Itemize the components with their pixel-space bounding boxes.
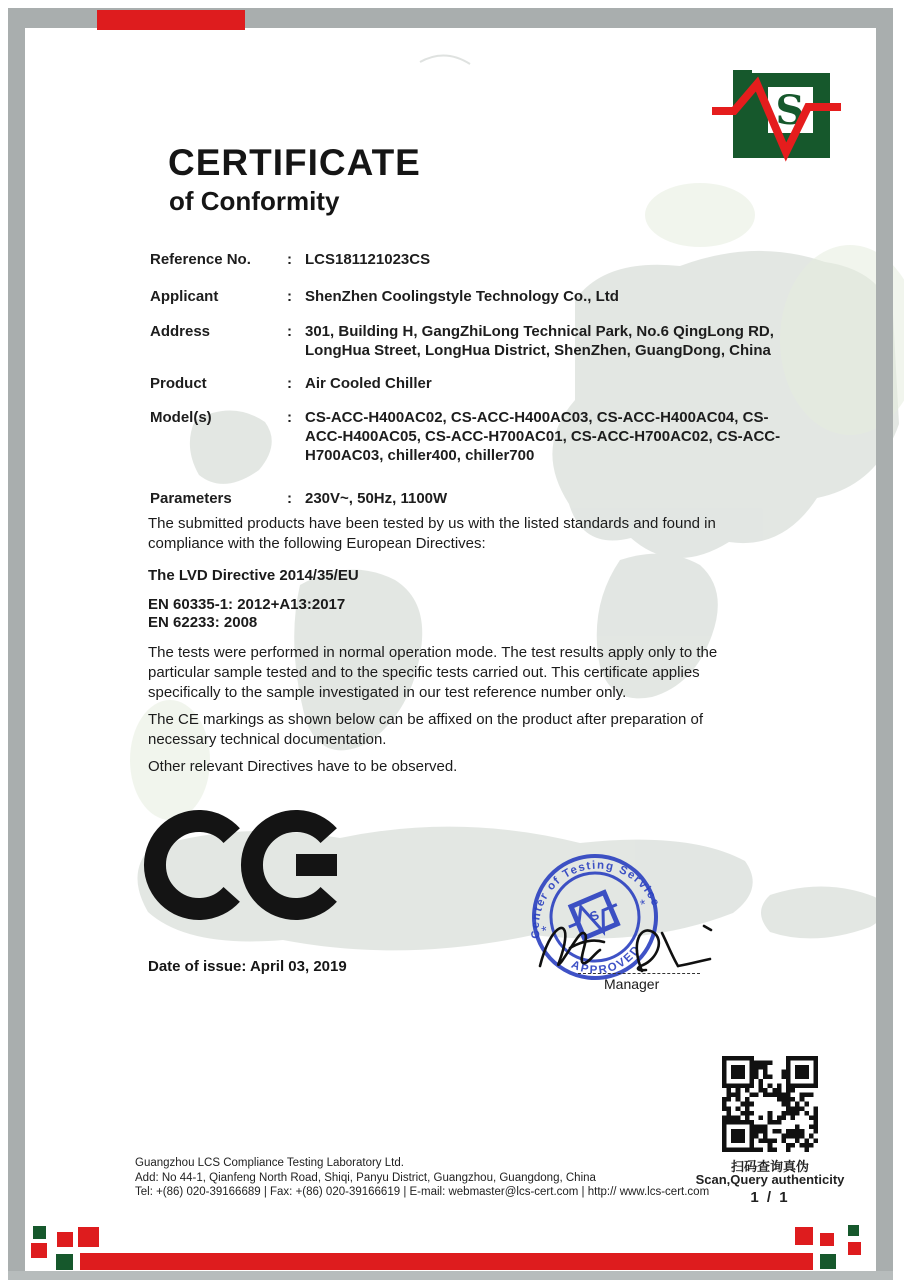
bottom-red-bar [80,1253,813,1270]
bl-red-square-1 [31,1243,47,1258]
bl-green-square-2 [56,1254,73,1270]
br-red-square-2 [820,1233,834,1246]
manager-label: Manager [604,976,660,992]
ce-markings-paragraph: The CE markings as shown below can be affixed on the product after preparation of necessary technical documentation. [148,711,704,748]
field-value: 230V~, 50Hz, 1100W [305,490,448,507]
field-label: Parameters [150,490,232,507]
br-green-square-2 [820,1254,836,1269]
stamp-ring-text-top: Center of Testing Service [529,859,662,940]
br-green-square-1 [848,1225,859,1236]
qr-caption-en: Scan,Query authenticity [695,1172,845,1187]
field-colon: : [287,409,292,426]
field-row-reference [150,250,783,269]
footer-address: Add: No 44-1, Qianfeng North Road, Shiqi, Panyu District, Guangzhou, Guangdong, China [135,1171,596,1184]
page-number: 1 / 1 [750,1189,790,1206]
stamp-ring-text-bottom: APPROVED [569,942,644,977]
scan-frame-bottom [8,1271,893,1280]
field-label: Model(s) [150,409,212,426]
stamp-asterisk-right: * [638,895,648,913]
field-colon: : [287,288,292,305]
field-row-models [150,408,783,465]
field-colon: : [287,375,292,392]
field-colon: : [287,251,292,268]
top-red-bar [97,10,245,30]
field-row-address [150,322,783,360]
footer-company: Guangzhou LCS Compliance Testing Laboratory Ltd. [135,1157,404,1169]
page-title: CERTIFICATE [168,142,421,183]
scan-frame-left [8,8,25,1280]
bl-green-square-1 [33,1226,46,1239]
field-value: 301, Building H, GangZhiLong Technical Park, No.6 QingLong RD, LongHua Street, LongHua District, ShenZhen, GuangDong, China [305,323,774,359]
tests-paragraph: The tests were performed in normal operation mode. The test results apply only to the particular sample tested and to the specific tests carried out. This certificate applies specifically to the sample investigated in our test reference number only. [148,644,718,701]
field-value: ShenZhen Coolingstyle Technology Co., Ltd [305,288,619,305]
other-directives-paragraph: Other relevant Directives have to be observed. [148,758,458,775]
field-colon: : [287,490,292,507]
field-label: Product [150,375,207,392]
lcs-logo-letter: S [775,87,805,134]
field-row-applicant [150,287,783,306]
br-red-square-1 [795,1227,813,1245]
field-row-parameters [150,489,783,508]
br-red-square-3 [848,1242,861,1255]
standard-line-2: EN 62233: 2008 [148,614,258,631]
field-label: Address [150,323,211,340]
standard-line-1: EN 60335-1: 2012+A13:2017 [148,596,346,613]
date-of-issue: Date of issue: April 03, 2019 [148,958,347,975]
stamp-asterisk-left: * [539,922,550,939]
field-label: Applicant [150,288,219,305]
field-value: CS-ACC-H400AC02, CS-ACC-H400AC03, CS-ACC-H400AC04, CS-ACC-H400AC05, CS-ACC-H700AC01, CS-ACC-H700AC02, CS-ACC-H700AC03, chiller400, chiller700 [305,409,781,464]
qr-caption-zh: 扫码查询真伪 [730,1159,809,1174]
bl-red-square-3 [78,1227,99,1247]
lvd-directive-line: The LVD Directive 2014/35/EU [148,567,359,584]
bl-red-square-2 [57,1232,73,1247]
qr-code [722,1056,818,1152]
signature-dashed-line [578,973,700,974]
stamp-letter-s: S [587,907,602,925]
ce-mark-icon [143,808,353,928]
field-value: Air Cooled Chiller [305,375,432,392]
field-row-product [150,374,783,393]
intro-paragraph: The submitted products have been tested by us with the listed standards and found in compliance with the following European Directives: [148,515,716,552]
field-colon: : [287,323,292,340]
field-value: LCS181121023CS [305,251,431,268]
page-subtitle: of Conformity [169,186,340,216]
footer-contact: Tel: +(86) 020-39166689 | Fax: +(86) 020-39166619 | E-mail: webmaster@lcs-cert.com | http:// www.lcs-cert.com [135,1186,710,1198]
field-label: Reference No. [150,251,251,268]
lcs-logo [705,62,855,167]
scan-frame-right [876,8,893,1280]
